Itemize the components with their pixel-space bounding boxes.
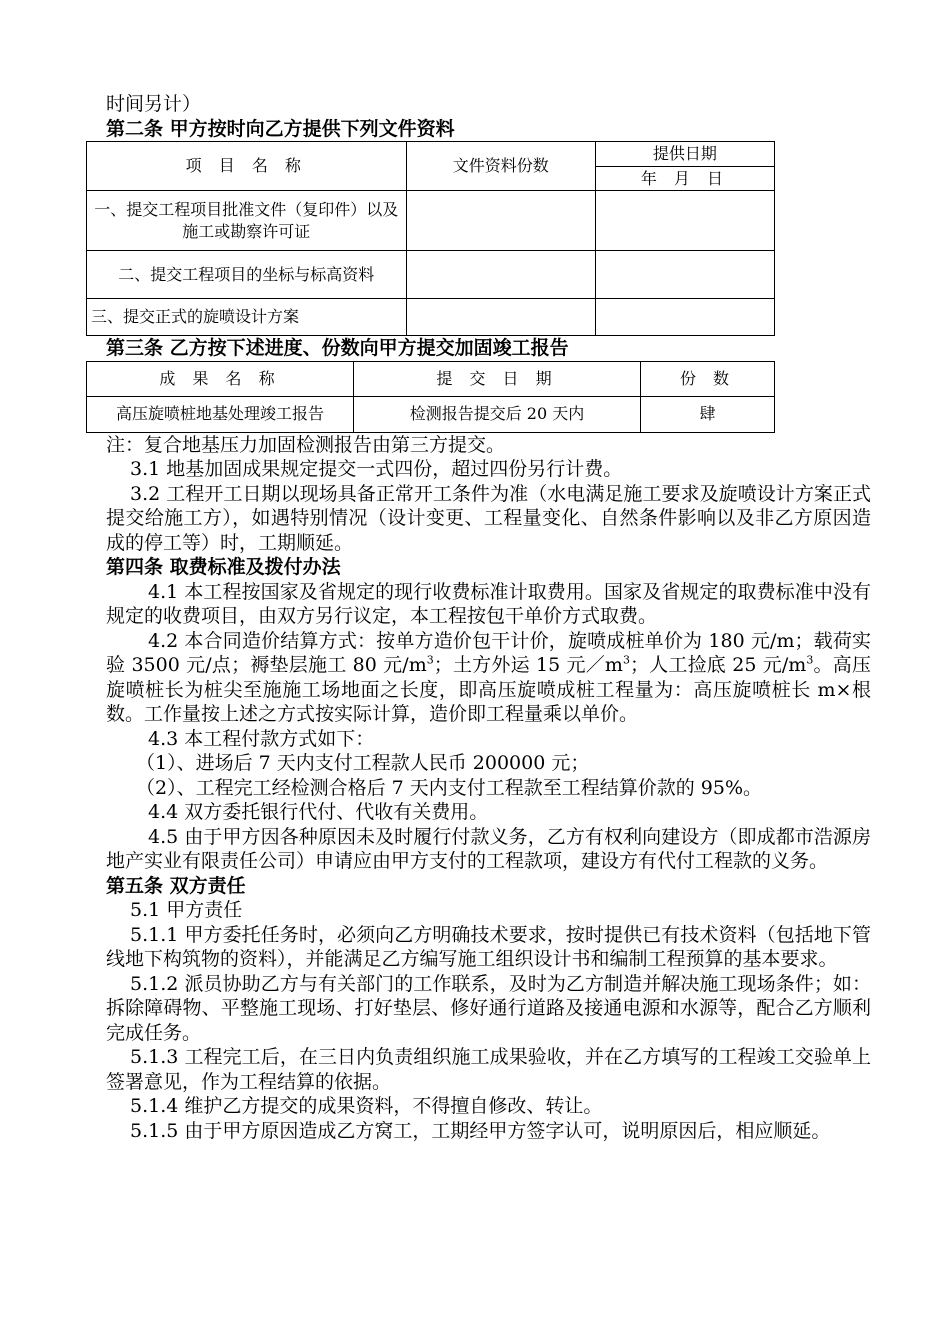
paragraph: 4.3 本工程付款方式如下：: [148, 727, 375, 750]
table-cell: 高压旋喷桩地基处理竣工报告: [87, 396, 354, 432]
table-cell: [595, 251, 774, 299]
header-copies: 文件资料份数: [406, 142, 595, 191]
header-ymd: 年 月 日: [595, 167, 774, 191]
header-result-name: 成 果 名 称: [87, 361, 354, 396]
table-cell: [406, 191, 595, 251]
table-cell: [406, 299, 595, 336]
paragraph: 5.1.1 甲方委托任务时，必须向乙方明确技术要求，按时提供已有技术资料（包括地下管线地下构筑物的资料），并能满足乙方编写施工组织设计书和编制工程预算的基本要求。: [106, 923, 871, 970]
header-submit-date: 提 交 日 期: [354, 361, 641, 396]
paragraph: 3.2 工程开工日期以现场具备正常开工条件为准（水电满足施工要求及旋喷设计方案正式提交给施工方），如遇特别情况（设计变更、工程量变化、自然条件影响以及非乙方原因造成的停工等）时，工期顺延。: [106, 482, 871, 554]
table-cell: 三、提交正式的旋喷设计方案: [87, 299, 407, 336]
header-copies: 份 数: [641, 361, 775, 396]
section-heading: 第四条 取费标准及拨付办法: [106, 556, 341, 578]
subsection-heading: 5.1 甲方责任: [130, 899, 243, 921]
note: 注：复合地基压力加固检测报告由第三方提交。: [106, 433, 506, 456]
header-project-name: 项 目 名 称: [87, 142, 407, 191]
paragraph: 5.1.2 派员协助乙方与有关部门的工作联系，及时为乙方制造并解决施工现场条件；如：拆除障碍物、平整施工现场、打好垫层、修好通行道路及接通电源和水源等，配合乙方顺利完成任务。: [106, 972, 871, 1044]
table-cell: 肆: [641, 396, 775, 432]
section-heading: 第三条 乙方按下述进度、份数向甲方提交加固竣工报告: [106, 337, 569, 359]
payment-item: （2）、工程完工经检测合格后 7 天内支付工程款至工程结算价款的 95%。: [136, 776, 763, 799]
paragraph: 5.1.3 工程完工后，在三日内负责组织施工成果验收，并在乙方填写的工程竣工交验单上签署意见，作为工程结算的依据。: [106, 1046, 871, 1093]
table-cell: 一、提交工程项目批准文件（复印件）以及施工或勘察许可证: [87, 191, 407, 251]
paragraph: 5.1.5 由于甲方原因造成乙方窝工，工期经甲方签字认可，说明原因后，相应顺延。: [130, 1119, 831, 1142]
report-table: [86, 361, 775, 433]
paragraph: 4.1 本工程按国家及省规定的现行收费标准计取费用。国家及省规定的取费标准中没有规定的收费项目，由双方另行议定，本工程按包干单价方式取费。: [106, 580, 871, 627]
documents-table: [86, 141, 775, 336]
paragraph: 5.1.4 维护乙方提交的成果资料，不得擅自修改、转让。: [130, 1095, 603, 1117]
header-date: 提供日期: [595, 142, 774, 167]
table-cell: [406, 251, 595, 299]
paragraph: 4.2 本合同造价结算方式：按单方造价包干计价，旋喷成桩单价为 180 元/m；载荷实验 3500 元/点；褥垫层施工 80 元$/m^3$；土方外运 15 元$/m^3$；人工捡底 25 元$/m^3$。高压旋喷桩长为桩尖至施施工场地面之长度，即高压旋喷成桩工程量为：高压旋喷桩长 m×根数。工作量按上述之方式按实际计算，造价即工程量乘以单价。: [106, 629, 871, 725]
paragraph: 3.1 地基加固成果规定提交一式四份，超过四份另行计费。: [130, 458, 623, 480]
paragraph: 4.5 由于甲方因各种原因未及时履行付款义务，乙方有权利向建设方（即成都市浩源房地产实业有限责任公司）申请应由甲方支付的工程款项，建设方有代付工程款的义务。: [106, 825, 871, 872]
table-cell: 检测报告提交后 20 天内: [354, 396, 641, 432]
paragraph: 4.4 双方委托银行代付、代收有关费用。: [148, 801, 489, 823]
document-page: [91, 92, 871, 1143]
text-line: 时间另计）: [106, 93, 202, 115]
section-heading: 第二条 甲方按时向乙方提供下列文件资料: [106, 117, 455, 140]
table-cell: 二、提交工程项目的坐标与标高资料: [87, 251, 407, 299]
table-cell: [595, 191, 774, 251]
section-heading: 第五条 双方责任: [106, 874, 246, 897]
payment-item: （1）、进场后 7 天内支付工程款人民币 200000 元；: [136, 752, 590, 774]
table-cell: [595, 299, 774, 336]
